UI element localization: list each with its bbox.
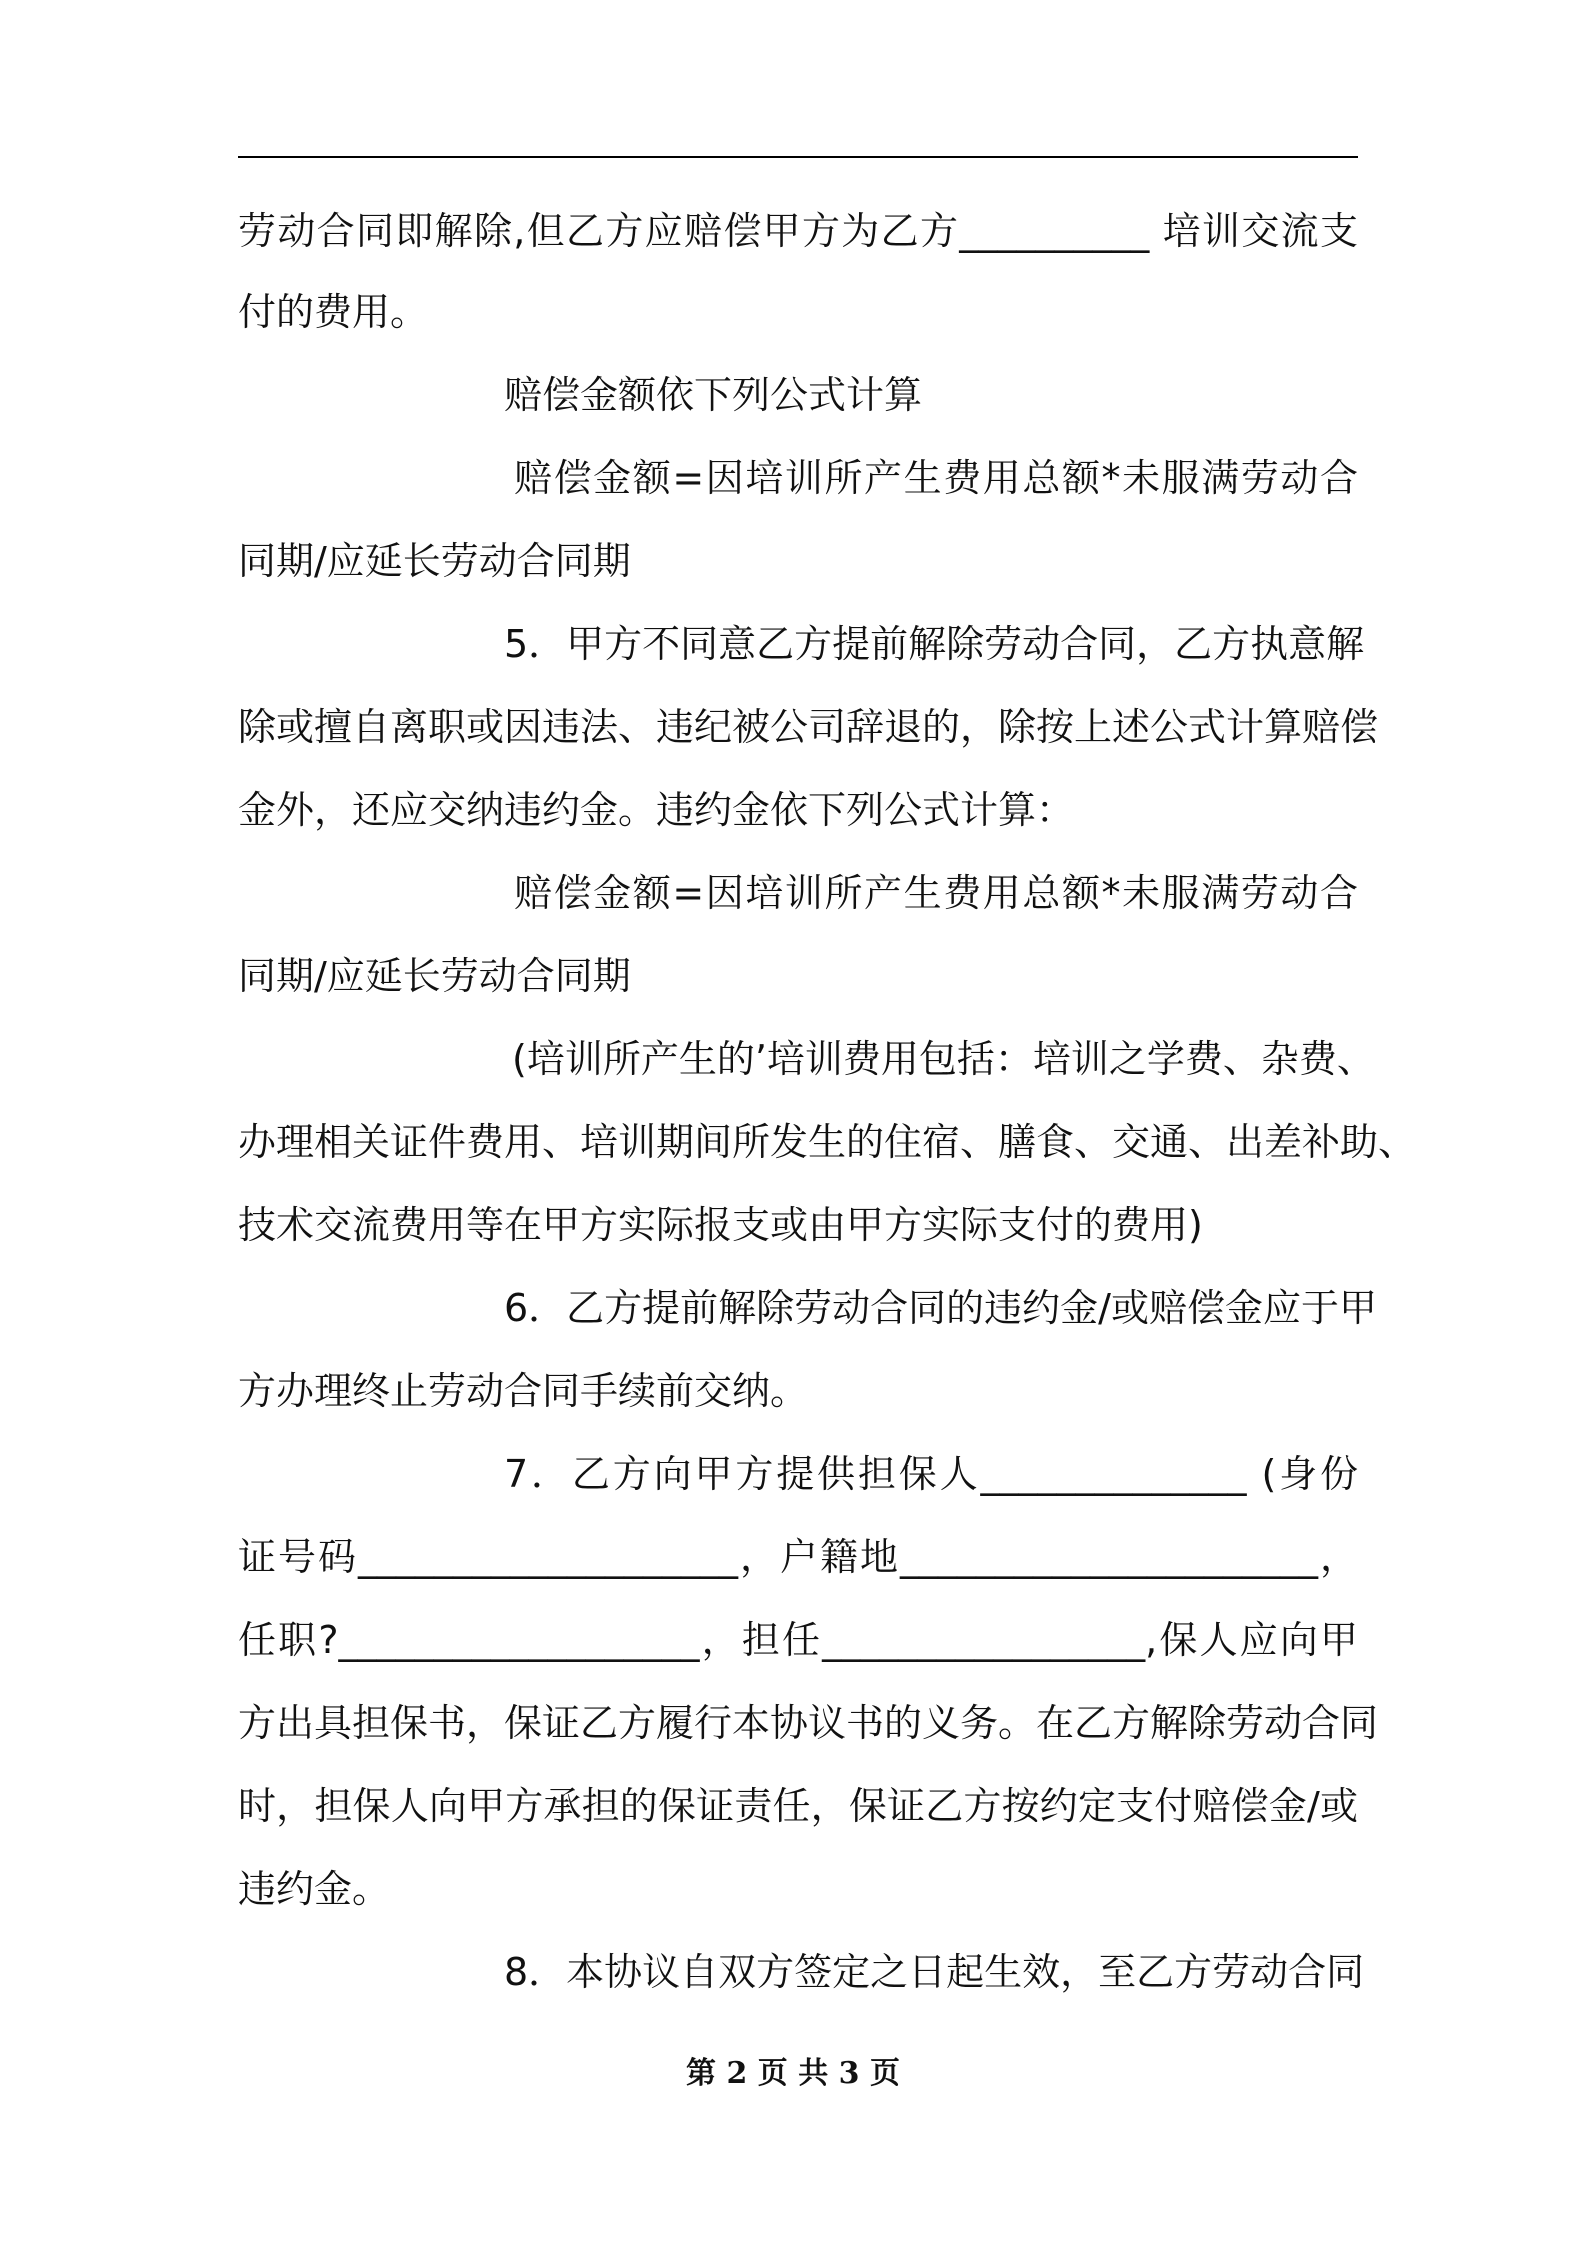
formula-heading: 赔偿金额依下列公式计算: [504, 373, 923, 417]
formula-line: 同期/应延长劳动合同期: [238, 539, 631, 583]
paragraph-line: 证号码____________________，户籍地______________________，: [238, 1535, 1358, 1579]
formula-line: 赔偿金额=因培训所产生费用总额*未服满劳动合: [514, 456, 1358, 500]
paragraph-line: 除或擅自离职或因违法、违纪被公司辞退的，除按上述公式计算赔偿: [238, 705, 1379, 749]
clause-5: 5．甲方不同意乙方提前解除劳动合同，乙方执意解: [504, 622, 1365, 666]
paragraph-line: 付的费用。: [238, 290, 429, 334]
note-line: 技术交流费用等在甲方实际报支或由甲方实际支付的费用): [238, 1203, 1203, 1247]
header-rule: [238, 156, 1358, 158]
formula-line: 同期/应延长劳动合同期: [238, 954, 631, 998]
note-line: 办理相关证件费用、培训期间所发生的住宿、膳食、交通、出差补助、: [238, 1120, 1417, 1164]
note-line: (培训所产生的’培训费用包括：培训之学费、杂费、: [512, 1037, 1375, 1081]
paragraph-line: 任职?___________________，担任_________________,保人应向甲: [238, 1618, 1358, 1662]
page-number: 第 2 页 共 3 页: [686, 2056, 900, 2091]
formula-line: 赔偿金额=因培训所产生费用总额*未服满劳动合: [514, 871, 1358, 915]
paragraph-line: 违约金。: [238, 1867, 391, 1911]
paragraph-line: 金外，还应交纳违约金。违约金依下列公式计算：: [238, 788, 1075, 832]
paragraph-line: 劳动合同即解除,但乙方应赔偿甲方为乙方__________ 培训交流支: [238, 209, 1358, 253]
paragraph-line: 时，担保人向甲方承担的保证责任，保证乙方按约定支付赔偿金/或: [238, 1784, 1358, 1828]
paragraph-line: 方办理终止劳动合同手续前交纳。: [238, 1369, 809, 1413]
clause-7: 7．乙方向甲方提供担保人______________ (身份: [504, 1452, 1358, 1496]
paragraph-line: 方出具担保书，保证乙方履行本协议书的义务。在乙方解除劳动合同: [238, 1701, 1379, 1745]
clause-6: 6．乙方提前解除劳动合同的违约金/或赔偿金应于甲: [504, 1286, 1377, 1330]
clause-8: 8．本协议自双方签定之日起生效，至乙方劳动合同: [504, 1950, 1365, 1994]
